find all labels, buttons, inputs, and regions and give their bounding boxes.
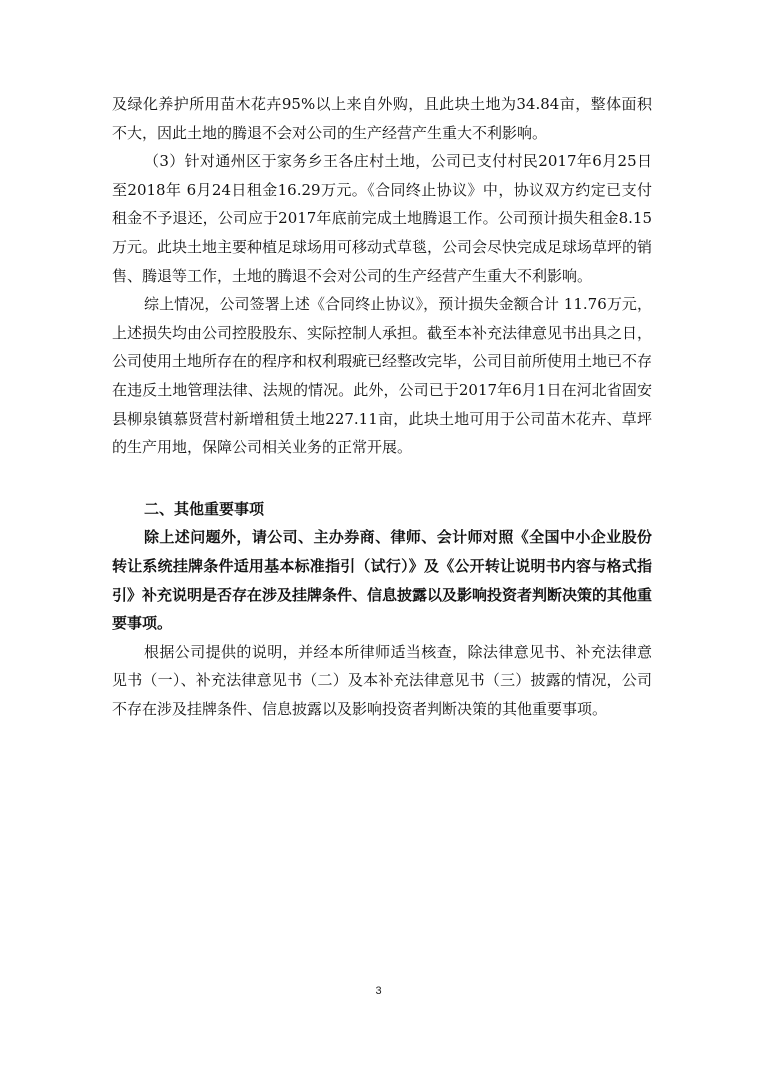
section-question: 除上述问题外，请公司、主办券商、律师、会计师对照《全国中小企业股份转让系统挂牌条件适用基本标准指引（试行）》及《公开转让说明书内容与格式指引》补充说明是否存在涉及挂牌条件、信息披露以及影响投资者判断决策的其他重要事项。: [112, 528, 653, 633]
section-answer: 根据公司提供的说明，并经本所律师适当核查，除法律意见书、补充法律意见书（一）、补充法律意见书（二）及本补充法律意见书（三）披露的情况，公司不存在涉及挂牌条件、信息披露以及影响投资者判断决策的其他重要事项。: [112, 642, 652, 718]
section-heading: 二、其他重要事项: [144, 499, 265, 518]
paragraph-summary: 综上情况，公司签署上述《合同终止协议》，预计损失金额合计 11.76万元，上述损失均由公司控股股东、实际控制人承担。截至本补充法律意见书出具之日，公司使用土地所存在的程序和权利瑕疵已经整改完毕，公司目前所使用土地已不存在违反土地管理法律、法规的情况。此外，公司已于2017年6月1日在河北省固安县柳泉镇慕贤营村新增租赁土地227.11亩，此块土地可用于公司苗木花卉、草坪的生产用地，保障公司相关业务的正常开展。: [112, 295, 653, 457]
paragraph-tongzhou-land: （3）针对通州区于家务乡王各庄村土地，公司已支付村民2017年6月25日至2018年 6月24日租金16.29万元。《合同终止协议》中，协议双方约定已支付租金不予退还，公司应于2017年底前完成土地腾退工作。公司预计损失租金8.15万元。此块土地主要种植足球场用可移动式草毯，公司会尽快完成足球场草坪的销售、腾退等工作，土地的腾退不会对公司的生产经营产生重大不利影响。: [112, 152, 653, 285]
page-number: 3: [375, 985, 382, 997]
document-body: [112, 90, 652, 723]
paragraph-land-continued: 及绿化养护所用苗木花卉95%以上来自外购，且此块土地为34.84亩，整体面积不大，因此土地的腾退不会对公司的生产经营产生重大不利影响。: [112, 95, 652, 142]
